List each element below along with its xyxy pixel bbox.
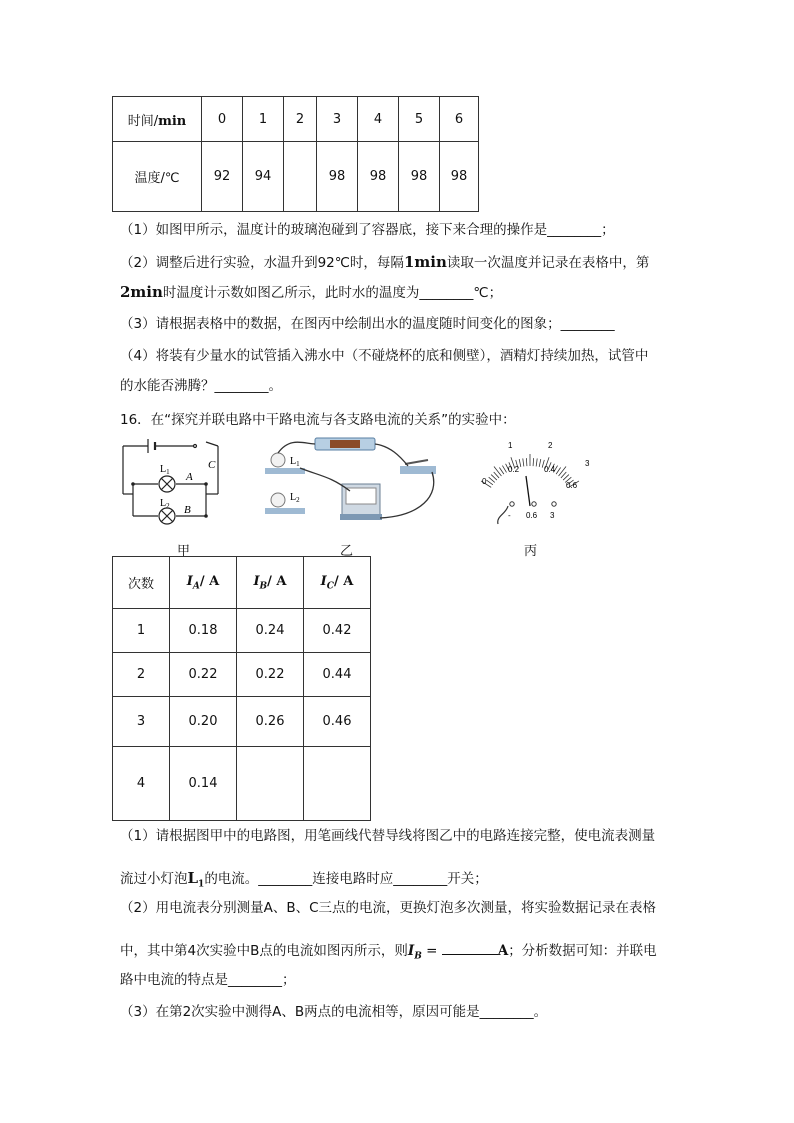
ammeter-dial	[468, 434, 598, 526]
dial-tick	[561, 472, 566, 478]
scale-bottom-0: 0	[482, 477, 487, 486]
table-row	[113, 747, 371, 821]
q16-p1b-post: 的电流。________连接电路时应________开关；	[204, 871, 488, 887]
header-ic-unit: / A	[333, 573, 354, 589]
temp-cell: 94	[243, 142, 284, 212]
dial-tick	[519, 459, 521, 467]
dial-tick	[494, 472, 499, 478]
cell: 0.44	[304, 653, 371, 697]
q16-p2b-pre: 中，其中第4次实验中B点的电流如图丙所示，则	[120, 943, 408, 959]
q16-part3: （3）在第2次实验中测得A、B两点的电流相等，原因可能是________。	[120, 1004, 548, 1020]
dial-tick	[486, 480, 492, 485]
bulb-base-l2	[265, 508, 305, 514]
time-cell: 2	[284, 97, 317, 142]
current-table	[112, 556, 371, 821]
header-ib-sub: B	[259, 581, 268, 592]
q16-p1b-l: L	[187, 869, 199, 887]
header-ia-i: I	[186, 573, 193, 589]
temp-cell	[284, 142, 317, 212]
terminal-minus: -	[508, 511, 511, 520]
scale-top-1: 1	[508, 441, 513, 450]
time-cell: 0	[202, 97, 243, 142]
cell: 0.22	[237, 653, 304, 697]
q15-p2-pre: （2）调整后进行实验，水温升到92℃时，每隔	[120, 255, 404, 271]
time-cell: 1	[243, 97, 284, 142]
dial-tick	[526, 458, 527, 466]
cell	[304, 747, 371, 821]
time-cell: 5	[399, 97, 440, 142]
cell: 0.42	[304, 609, 371, 653]
cell: 0.24	[237, 609, 304, 653]
q15-part3: （3）请根据表格中的数据，在图丙中绘制出水的温度随时间变化的图象；________	[120, 316, 615, 332]
q16-part2-line1: （2）用电流表分别测量A、B、C三点的电流，更换灯泡多次测量，将实验数据记录在表格	[120, 900, 657, 916]
dial-tick	[559, 467, 566, 476]
dial-tick	[536, 458, 537, 466]
temp-cell: 98	[440, 142, 479, 212]
cell: 0.18	[170, 609, 237, 653]
header-ic-sub: C	[326, 581, 334, 592]
answer-blank[interactable]	[442, 940, 498, 955]
meter-needle	[526, 476, 530, 506]
time-temperature-table	[112, 96, 479, 212]
q16-p2b-sub: B	[414, 951, 422, 962]
cell: 1	[113, 609, 170, 653]
dial-tick	[502, 466, 506, 473]
label-c: C	[208, 459, 216, 471]
header-ib-unit: / A	[267, 573, 287, 589]
dial-tick	[556, 468, 561, 475]
label-b: B	[184, 504, 191, 516]
label-l1: $L_1$	[160, 464, 170, 476]
header-ic	[304, 557, 371, 609]
cell: 3	[113, 697, 170, 747]
label-l2: $L_2$	[160, 498, 170, 510]
q15-p2-post: 读取一次温度并记录在表格中，第	[446, 255, 650, 271]
q16-title: 16．在“探究并联电路中干路电流与各支路电流的关系”的实验中：	[120, 412, 516, 428]
bulb-base-l1	[265, 468, 305, 474]
cell: 0.22	[170, 653, 237, 697]
header-ic-i: I	[320, 573, 327, 589]
header-ib-i: I	[253, 573, 260, 589]
header-ia-unit: / A	[199, 573, 220, 589]
table-row	[113, 697, 371, 747]
q16-part2-line3: 路中电流的特点是________；	[120, 972, 296, 988]
temp-cell: 98	[317, 142, 358, 212]
q15-part2-line2	[120, 282, 502, 303]
scale-bottom-0.6: 0.6	[566, 481, 578, 490]
temp-cell: 92	[202, 142, 243, 212]
caption-bing: 丙	[524, 544, 538, 559]
q15-part2-line1	[120, 252, 649, 273]
q16-p2b-post: ；分析数据可知：并联电	[508, 943, 657, 959]
time-cell: 6	[440, 97, 479, 142]
dial-tick	[533, 458, 534, 466]
scale-mid-0.4: 0.4	[544, 465, 556, 474]
cell: 0.46	[304, 697, 371, 747]
table-row	[113, 653, 371, 697]
bulb-l1-icon	[271, 453, 285, 467]
q16-p1b-sub: 1	[198, 879, 205, 890]
physical-circuit	[260, 436, 440, 526]
photo-label-l1: $L_1$	[290, 456, 300, 468]
cell: 0.26	[237, 697, 304, 747]
q15-part1: （1）如图甲所示，温度计的玻璃泡碰到了容器底，接下来合理的操作是________；	[120, 222, 615, 238]
cell: 0.14	[170, 747, 237, 821]
dial-tick	[563, 475, 569, 481]
header-ia-sub: A	[192, 581, 200, 592]
dial-tick	[491, 475, 497, 481]
caption-yi: 乙	[340, 544, 354, 559]
cell: 0.20	[170, 697, 237, 747]
dial-tick	[539, 459, 541, 467]
time-cell: 3	[317, 97, 358, 142]
q16-p1b-pre: 流过小灯泡	[120, 871, 188, 887]
header-time-label: 时间/	[127, 113, 159, 129]
q16-part1-line1: （1）请根据图甲中的电路图，用笔画线代替导线将图乙中的电路连接完整，使电流表测量	[120, 828, 656, 844]
q16-p2b-eq: =	[421, 943, 442, 959]
q16-part2-line2	[120, 940, 657, 967]
caption-jia: 甲	[177, 544, 191, 559]
scale-bottom-3: 3	[585, 459, 590, 468]
header-ib	[237, 557, 304, 609]
scale-top-2: 2	[548, 441, 553, 450]
table-row	[113, 609, 371, 653]
q16-part1-line2	[120, 868, 488, 895]
header-time-unit: min	[158, 113, 187, 129]
q16-p2b-unit: A	[497, 943, 509, 959]
terminal-0.6: 0.6	[526, 511, 538, 520]
header-temperature: 温度/℃	[113, 142, 202, 212]
dial-tick	[489, 477, 495, 482]
scale-mid-0.2: 0.2	[508, 465, 520, 474]
cell	[237, 747, 304, 821]
header-trial: 次数	[113, 557, 170, 609]
bulb-l2-icon	[271, 493, 285, 507]
q15-p2b-unit: 2min	[120, 283, 163, 301]
q15-p2-unit: 1min	[403, 253, 447, 271]
header-ia	[170, 557, 237, 609]
time-cell: 4	[358, 97, 399, 142]
circuit-diagram	[118, 436, 228, 526]
temp-cell: 98	[399, 142, 440, 212]
header-time	[113, 97, 202, 142]
cell: 2	[113, 653, 170, 697]
photo-label-l2: $L_2$	[290, 492, 300, 504]
q15-part4-line1: （4）将装有少量水的试管插入沸水中（不碰烧杯的底和侧壁），酒精灯持续加热，试管中	[120, 348, 649, 364]
q15-p2b-post: 时温度计示数如图乙所示，此时水的温度为________℃；	[162, 285, 503, 301]
dial-tick	[523, 458, 524, 466]
q15-part4-line2: 的水能否沸腾？________。	[120, 378, 282, 394]
terminal-3: 3	[550, 511, 555, 520]
label-a: A	[186, 471, 193, 483]
switch-icon	[400, 466, 436, 474]
cell: 4	[113, 747, 170, 821]
temp-cell: 98	[358, 142, 399, 212]
dial-tick	[499, 468, 504, 475]
dial-tick	[494, 467, 501, 476]
q16-p2b-i: I	[407, 943, 415, 959]
